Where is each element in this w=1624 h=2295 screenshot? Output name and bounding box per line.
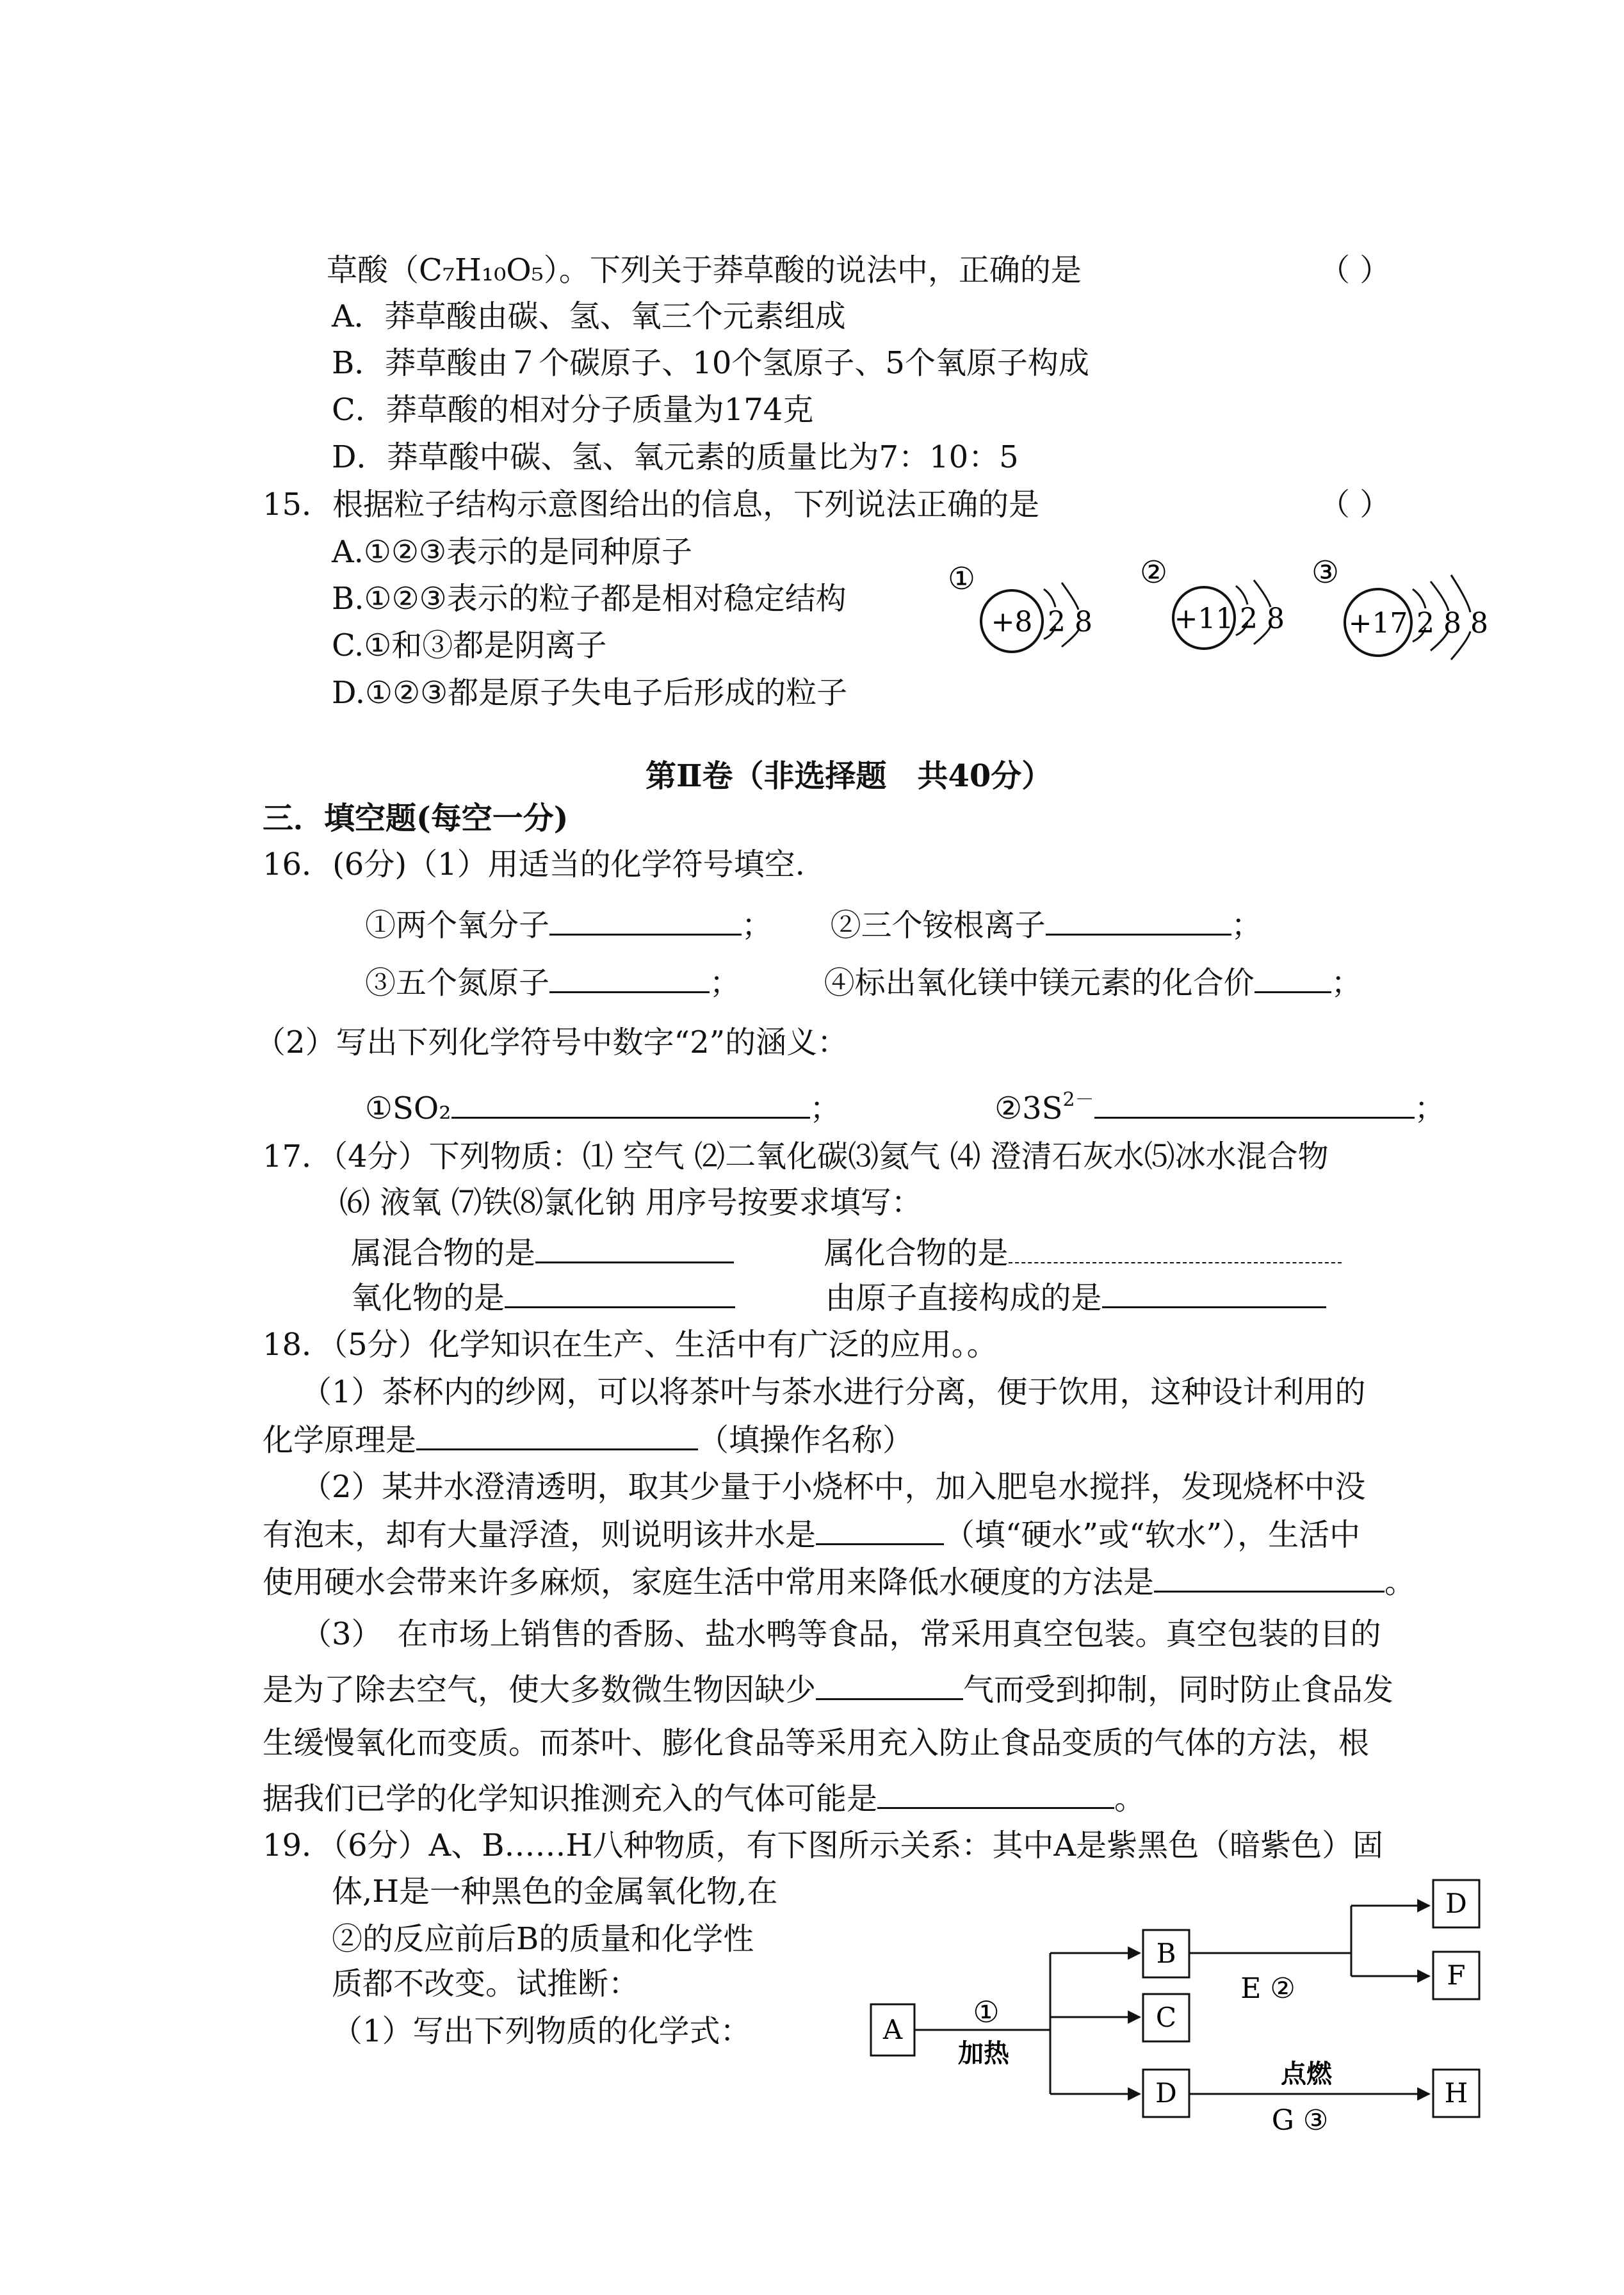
q18-p3d-suffix: 。 xyxy=(1114,1781,1146,1817)
q19-line-2: 体,H是一种黑色的金属氧化物,在 xyxy=(332,1874,778,1910)
q16-row-2 xyxy=(365,962,1362,1003)
q17-blank-compound[interactable] xyxy=(1009,1233,1342,1263)
separator: ； xyxy=(809,1091,841,1126)
particle-diagram-3 xyxy=(1311,555,1488,660)
q15-option-d: D.①②③都是原子失电子后形成的粒子 xyxy=(332,675,848,711)
diagram-1-label: ① xyxy=(948,561,976,597)
q19-line-4: 质都不改变。试推断： xyxy=(332,1966,640,2002)
separator: ； xyxy=(1331,965,1362,1001)
box-d-top-label: D xyxy=(1445,1888,1467,1919)
separator: ； xyxy=(710,965,741,1001)
q16-item-2: ②三个铵根离子 xyxy=(830,907,1046,943)
diagram-1-nucleus: +8 xyxy=(991,606,1033,638)
q18-p2-line-2 xyxy=(263,1514,1360,1555)
q18-p3-line-1: （3） 在市场上销售的香肠、盐水鸭等食品，常采用真空包装。真空包装的目的 xyxy=(301,1616,1381,1652)
q16-row-1 xyxy=(365,904,1262,946)
q15-stem: 15．根据粒子结构示意图给出的信息，下列说法正确的是 xyxy=(263,487,1040,523)
q14-stem: 草酸（C₇H₁₀O₅）。下列关于莽草酸的说法中，正确的是 xyxy=(327,252,1082,288)
particle-structure-diagrams xyxy=(948,551,1537,692)
box-h-label: H xyxy=(1444,2077,1468,2109)
q18-blank-3[interactable] xyxy=(1154,1561,1384,1593)
q17-blank-mixture[interactable] xyxy=(535,1232,734,1263)
separator: ； xyxy=(742,907,773,943)
q16-stem: 16．(6分)（1）用适当的化学符号填空. xyxy=(263,847,805,882)
q16-blank-5[interactable] xyxy=(451,1087,810,1119)
q18-p2-line-3 xyxy=(263,1561,1415,1603)
particle-diagram-2 xyxy=(1140,555,1285,649)
q18-p2c-prefix: 使用硬水会带来许多麻烦，家庭生活中常用来降低水硬度的方法是 xyxy=(263,1564,1155,1600)
q18-stem: 18．（5分）化学知识在生产、生活中有广泛的应用。。 xyxy=(263,1327,998,1363)
q16-blank-2[interactable] xyxy=(1046,904,1231,936)
q16-item-4: ④标出氧化镁中镁元素的化合价 xyxy=(824,965,1255,1001)
q18-p3-line-2 xyxy=(263,1669,1393,1710)
q16-item-3: ③五个氮原子 xyxy=(365,965,550,1001)
q18-p2-line-1: （2）某井水澄清透明，取其少量于小烧杯中，加入肥皂水搅拌，发现烧杯中没 xyxy=(301,1469,1366,1505)
q15-answer-paren: （ ） xyxy=(1319,487,1391,523)
q16-part-2: （2）写出下列化学符号中数字“2”的涵义： xyxy=(255,1025,849,1060)
q18-blank-4[interactable] xyxy=(816,1669,963,1700)
q18-p2-prefix: 有泡末，却有大量浮渣，则说明该井水是 xyxy=(263,1517,816,1553)
q18-p3-prefix: 是为了除去空气，使大多数微生物因缺少 xyxy=(263,1672,816,1708)
box-c-label: C xyxy=(1155,2002,1177,2033)
q16-item-1: ①两个氧分子 xyxy=(365,907,550,943)
q17-blank-oxide[interactable] xyxy=(505,1277,735,1308)
q19-line-5: （1）写出下列物质的化学式： xyxy=(332,2013,751,2049)
q19-line-1: 19．（6分）A、B……H八种物质，有下图所示关系：其中A是紫黑色（暗紫色）固 xyxy=(263,1828,1384,1863)
q17-label-mixture: 属混合物的是 xyxy=(351,1235,536,1271)
q18-p3-suffix: 气而受到抑制，同时防止食品发 xyxy=(963,1672,1394,1708)
q18-p1-prefix: 化学原理是 xyxy=(263,1422,417,1458)
q18-blank-1[interactable] xyxy=(416,1419,698,1450)
flow-step-1: ① xyxy=(973,1995,1000,2029)
flow-step-3: G ③ xyxy=(1271,2104,1329,2137)
diagram-2-shells: 2 8 xyxy=(1240,603,1285,635)
q17-row-1 xyxy=(351,1232,1342,1274)
box-d-bottom-label: D xyxy=(1155,2077,1177,2109)
q17-blank-atom[interactable] xyxy=(1102,1277,1326,1308)
q16-blank-4[interactable] xyxy=(1255,962,1331,993)
q19-line-3: ②的反应前后B的质量和化学性 xyxy=(332,1921,754,1957)
q15-option-c: C.①和③都是阴离子 xyxy=(332,628,607,663)
q17-label-compound: 属化合物的是 xyxy=(824,1235,1009,1271)
q17-label-atom: 由原子直接构成的是 xyxy=(825,1280,1102,1316)
q18-p1-line-2 xyxy=(263,1419,913,1461)
diagram-3-label: ③ xyxy=(1311,555,1340,590)
q14-answer-paren: （ ） xyxy=(1319,252,1391,288)
diagram-3-shells: 2 8 8 xyxy=(1417,607,1488,640)
q15-option-a: A.①②③表示的是同种原子 xyxy=(332,534,693,570)
diagram-3-nucleus: +17 xyxy=(1348,607,1408,640)
separator: ； xyxy=(1414,1091,1445,1126)
q16-blank-6[interactable] xyxy=(1094,1087,1415,1119)
diagram-2-label: ② xyxy=(1140,555,1168,590)
section-2-title: 第Ⅱ卷（非选择题 共40分） xyxy=(646,758,1053,794)
flow-heat-label: 加热 xyxy=(958,2038,1009,2068)
q14-option-d: D．莽草酸中碳、氢、氧元素的质量比为7：10：5 xyxy=(332,439,1019,475)
q16-formula-3s: ②3S xyxy=(995,1091,1063,1126)
q16-row-3 xyxy=(365,1080,1445,1129)
separator: ； xyxy=(1231,907,1262,943)
q17-row-2 xyxy=(351,1277,1326,1318)
q18-blank-2[interactable] xyxy=(816,1514,944,1545)
q16-formula-charge: 2－ xyxy=(1062,1089,1094,1111)
q18-p3-line-3: 生缓慢氧化而变质。而茶叶、膨化食品等采用充入防止食品变质的气体的方法，根 xyxy=(263,1725,1370,1761)
q18-p3-line-4 xyxy=(263,1778,1145,1819)
diagram-2-nucleus: +11 xyxy=(1174,603,1234,635)
q16-formula-so2: ①SO₂ xyxy=(365,1091,451,1126)
q18-p2-suffix: （填“硬水”或“软水”），生活中 xyxy=(944,1517,1361,1553)
diagram-1-shells: 2 8 xyxy=(1048,606,1092,638)
reaction-flow-diagram xyxy=(858,1870,1498,2139)
particle-diagram-1 xyxy=(948,561,1092,652)
q18-p3d-prefix: 据我们已学的化学知识推测充入的气体可能是 xyxy=(263,1781,878,1817)
q18-blank-5[interactable] xyxy=(877,1778,1114,1809)
q18-p2c-suffix: 。 xyxy=(1384,1564,1416,1600)
q16-blank-3[interactable] xyxy=(549,962,710,993)
q17-line-2: ⑹ 液氧 ⑺铁⑻氯化钠 用序号按要求填写： xyxy=(339,1185,922,1220)
flow-ignite-label: 点燃 xyxy=(1281,2059,1332,2089)
q18-p1-suffix: （填操作名称） xyxy=(698,1422,914,1458)
q18-p1-line-1: （1）茶杯内的纱网，可以将茶叶与茶水进行分离，便于饮用，这种设计利用的 xyxy=(301,1374,1366,1410)
q16-blank-1[interactable] xyxy=(549,904,742,936)
flow-step-2: E ② xyxy=(1240,1972,1295,2005)
section-3-title: 三．填空题(每空一分) xyxy=(263,800,569,836)
q14-option-b: B．莽草酸由７个碳原子、10个氢原子、5个氧原子构成 xyxy=(332,345,1089,381)
q17-line-1: 17．（4分）下列物质：⑴ 空气 ⑵二氧化碳⑶氦气 ⑷ 澄清石灰水⑸冰水混合物 xyxy=(263,1139,1329,1174)
q14-option-c: C．莽草酸的相对分子质量为174克 xyxy=(332,392,814,428)
box-a-label: A xyxy=(882,2014,903,2045)
box-b-label: B xyxy=(1156,1938,1176,1969)
q17-label-oxide: 氧化物的是 xyxy=(351,1280,505,1316)
box-f-label: F xyxy=(1447,1959,1466,1991)
q15-option-b: B.①②③表示的粒子都是相对稳定结构 xyxy=(332,581,847,617)
q14-option-a: A．莽草酸由碳、氢、氧三个元素组成 xyxy=(332,298,846,334)
